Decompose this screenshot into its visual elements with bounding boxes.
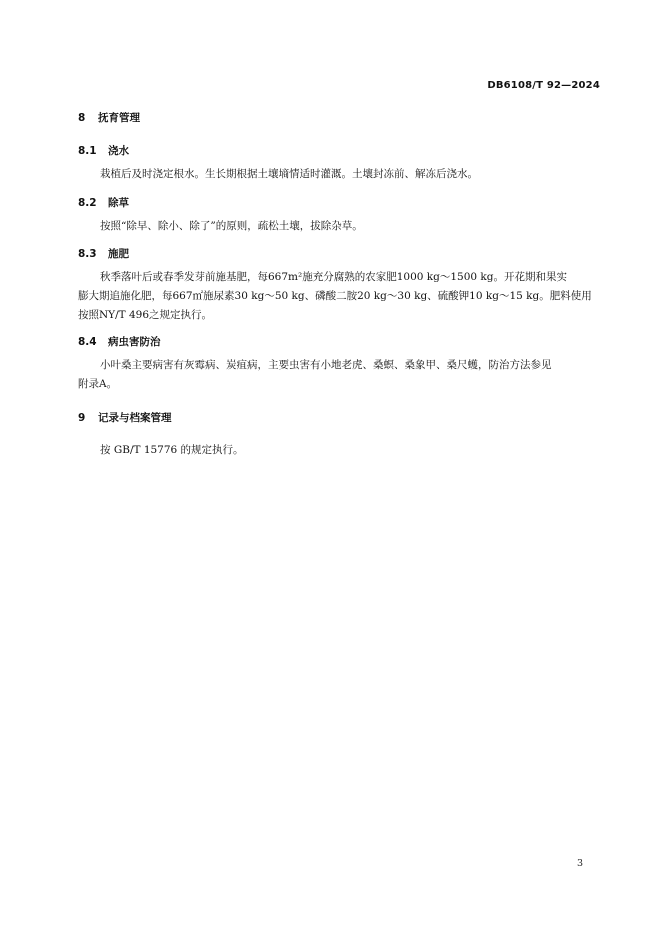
chapter-title: 记录与档案管理 — [98, 412, 172, 424]
paragraph-line: 膨大期追施化肥，每667㎡施尿素30 kg～50 kg、磷酸二胺20 kg～30 kg、硫酸钾10 kg～15 kg。肥料使用 — [78, 290, 592, 302]
section-heading-8-2 — [78, 195, 129, 210]
paragraph-8-4 — [78, 356, 598, 394]
chapter-number: 8 — [78, 112, 86, 124]
paragraph-line: 按照“除早、除小、除了”的原则，疏松土壤，拔除杂草。 — [100, 220, 363, 232]
section-number: 8.2 — [78, 197, 97, 209]
chapter-heading-9 — [78, 410, 172, 425]
paragraph-line: 按照NY/T 496之规定执行。 — [78, 309, 213, 321]
paragraph-9 — [78, 441, 598, 460]
chapter-heading-8 — [78, 110, 140, 125]
page-number: 3 — [576, 858, 583, 869]
paragraph-line: 按 GB/T 15776 的规定执行。 — [100, 444, 244, 456]
paragraph-8-1 — [78, 165, 598, 184]
paragraph-line: 秋季落叶后或春季发芽前施基肥，每667m²施充分腐熟的农家肥1000 kg～1500 kg。开花期和果实 — [100, 271, 567, 283]
paragraph-8-2 — [78, 217, 598, 236]
document-code: DB6108/T 92—2024 — [487, 80, 600, 91]
section-number: 8.3 — [78, 248, 97, 260]
paragraph-8-3 — [78, 268, 598, 325]
section-heading-8-1 — [78, 143, 129, 158]
section-number: 8.4 — [78, 336, 97, 348]
paragraph-line: 小叶桑主要病害有灰霉病、炭疽病，主要虫害有小地老虎、桑螟、桑象甲、桑尺蠖，防治方法参见 — [100, 359, 552, 371]
section-title: 浇水 — [108, 145, 129, 157]
chapter-number: 9 — [78, 412, 86, 424]
section-title: 病虫害防治 — [108, 336, 161, 348]
paragraph-line: 栽植后及时浇定根水。生长期根据土壤墒情适时灌溉。土壤封冻前、解冻后浇水。 — [100, 168, 478, 180]
section-heading-8-4 — [78, 334, 161, 349]
chapter-title: 抚育管理 — [98, 112, 140, 124]
section-heading-8-3 — [78, 246, 129, 261]
paragraph-line: 附录A。 — [78, 378, 118, 390]
section-number: 8.1 — [78, 145, 97, 157]
section-title: 除草 — [108, 197, 129, 209]
section-title: 施肥 — [108, 248, 129, 260]
